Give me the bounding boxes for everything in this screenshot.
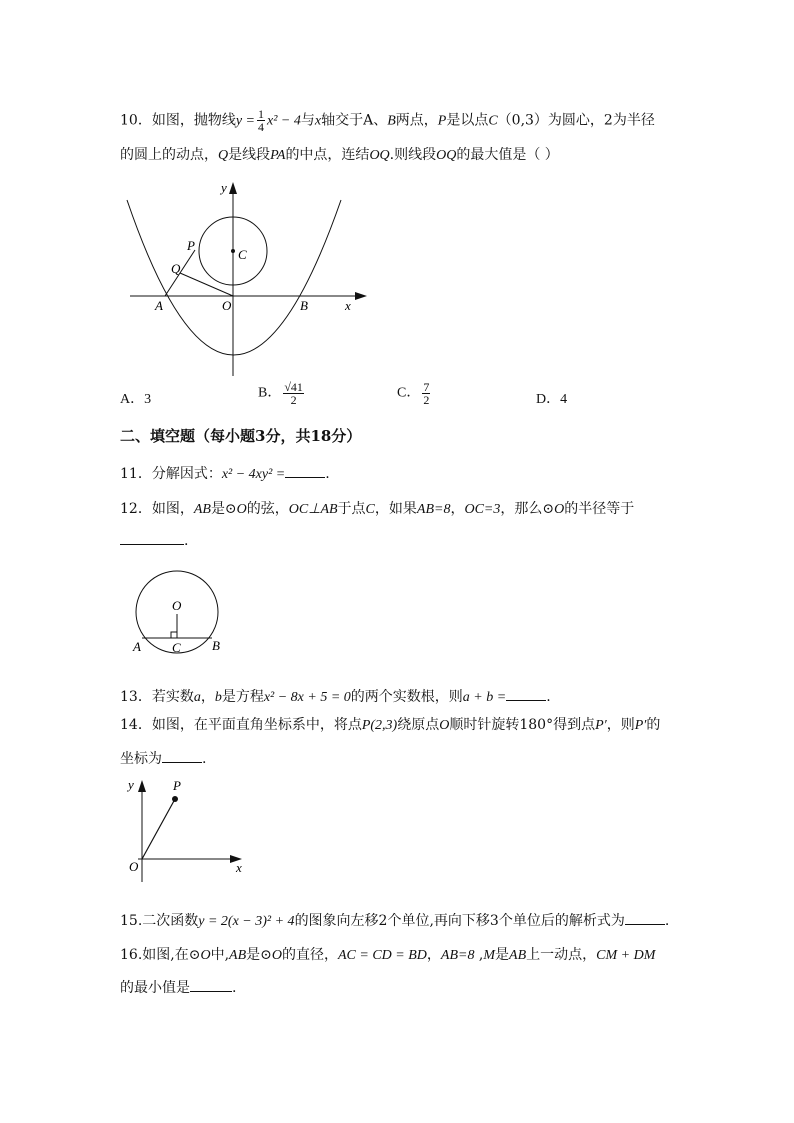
q12-c: 的弦， [246, 501, 289, 517]
q14-c: 顺时针旋转180°得到点 [449, 717, 596, 733]
q11-text: 11．分解因式： [120, 466, 222, 482]
q16-line2 [120, 977, 236, 997]
q15-line [120, 910, 669, 931]
q10-B: B [387, 113, 396, 129]
q11-expr: x² − 4xy² = [221, 467, 286, 482]
q12-line1 [120, 500, 634, 519]
q10-number-text: 10．如图，抛物线 [120, 112, 236, 129]
q10-line2 [120, 146, 559, 165]
q12-O2: O [554, 502, 565, 517]
q16-line1 [120, 946, 655, 965]
q15-expr: y = 2(x − 3)² + 4 [198, 914, 295, 929]
q10-text-4: 两点， [395, 112, 438, 129]
q14-line1 [120, 716, 660, 735]
q12-AB: AB [193, 502, 211, 517]
q12-right-angle-mark [171, 632, 177, 638]
q12-O: O [236, 502, 247, 517]
q10-fig-Q: Q [171, 261, 181, 276]
option-c-fraction [422, 381, 430, 406]
q16-a: 16.如图,在⊙ [120, 947, 201, 963]
q10-l2-PA: PA [270, 148, 286, 163]
q10-option-c[interactable] [397, 381, 432, 406]
q10-fig-P: P [187, 238, 195, 253]
q10-text-2: 与 [300, 112, 315, 129]
q10-l2-OQ: OQ [369, 148, 390, 163]
q12-end: . [184, 533, 189, 549]
q13-c: 的两个实数根，则 [350, 689, 463, 705]
q16-AB: AB [229, 948, 247, 963]
q10-eq-rest: x² − 4 [267, 113, 301, 129]
q12-fig-A: A [133, 639, 141, 654]
q10-fraction [257, 108, 265, 133]
q10-line1 [120, 108, 655, 133]
q13-b: 是方程 [221, 689, 264, 705]
q13-a: 13．若实数 [120, 689, 194, 705]
q13-end: . [546, 689, 551, 705]
q16-h: 上一动点， [526, 947, 597, 963]
q13-line [120, 686, 551, 707]
q16-O: O [200, 948, 211, 963]
q10-l2-t5: 的最大值是（ ） [456, 147, 559, 163]
q10-fig-C: C [238, 247, 247, 262]
q10-y-arrow [229, 182, 237, 194]
q10-fig-x: x [345, 298, 351, 313]
q12-g: 的半径等于 [564, 501, 635, 517]
q15-a: 15.二次函数 [120, 913, 199, 929]
q10-fig-y: y [221, 180, 227, 195]
q10-A: A [363, 112, 374, 129]
q10-frac-den: 4 [258, 120, 264, 134]
q14-fig-y: y [128, 777, 134, 792]
q14-d: ，则 [606, 717, 635, 733]
option-c-den: 2 [423, 393, 430, 407]
q14-fig-x: x [236, 860, 242, 875]
q10-fig-O: O [222, 298, 232, 313]
option-b-label: B． [258, 385, 282, 401]
q12-OC-perp-AB: OC⊥AB [288, 502, 338, 517]
option-b-num: √41 [284, 380, 303, 394]
q14-b: 绕原点 [397, 717, 440, 733]
q10-l2-OQ2: OQ [436, 148, 457, 163]
q10-eq-y: y = [235, 113, 255, 129]
q10-C: C [488, 113, 498, 129]
q12-d: 于点 [337, 501, 366, 517]
q10-fig-B: B [300, 298, 308, 313]
q16-d: 的直径， [282, 947, 338, 963]
q16-AB8: AB=8 [440, 948, 475, 963]
q10-option-a[interactable] [120, 388, 151, 408]
q16-f: , [474, 947, 484, 963]
section-2-title: 二、填空题（每小题3分，共18分） [120, 427, 362, 445]
q16-M: M [483, 948, 496, 963]
q12-f: ，那么⊙ [500, 501, 555, 517]
q10-option-b[interactable] [258, 381, 306, 406]
q13-var-b: b [214, 690, 222, 705]
q11-answer-blank[interactable] [285, 463, 325, 478]
q16-answer-blank[interactable] [190, 977, 232, 992]
q12-fig-O: O [172, 598, 182, 613]
q14-Pp: P′ [595, 718, 607, 733]
q15-b: 的图象向左移2个单位,再向下移3个单位后的解析式为 [294, 913, 625, 929]
q12-figure [128, 568, 238, 660]
q16-O2: O [271, 948, 282, 963]
q14-answer-blank[interactable] [162, 748, 202, 763]
q12-answer-blank[interactable] [120, 530, 184, 545]
q10-sep: 、 [373, 112, 388, 129]
q14-line2 [120, 748, 206, 768]
q12-line2 [120, 530, 188, 550]
q10-option-d[interactable] [536, 388, 567, 408]
option-d-label: D． [536, 392, 561, 407]
q14-a: 14．如图，在平面直角坐标系中，将点 [120, 717, 362, 733]
q14-end: . [202, 751, 207, 767]
option-c-num: 7 [423, 380, 430, 394]
q13-answer-blank[interactable] [506, 686, 546, 701]
q12-AB8: AB=8 [416, 502, 451, 517]
q16-AB2: AB [509, 948, 527, 963]
q13-sum: a + b = [462, 690, 507, 705]
q11-end: . [325, 466, 330, 482]
q10-l2-t1: 的圆上的动点， [120, 147, 218, 163]
option-c-label: C． [397, 385, 421, 401]
q13-var-a: a [193, 690, 201, 705]
q11-line [120, 463, 330, 484]
option-d-value: 4 [560, 392, 568, 407]
q12-fig-C: C [172, 640, 181, 655]
q10-figure [115, 178, 375, 378]
q13-comma: ， [200, 689, 215, 705]
q12-comma: ， [450, 501, 465, 517]
q15-answer-blank[interactable] [625, 910, 665, 925]
q14-fig-O: O [129, 859, 139, 874]
q10-l2-t4: .则线段 [389, 147, 437, 163]
q10-x-arrow [355, 292, 367, 300]
q12-b: 是⊙ [210, 501, 237, 517]
q13-equation: x² − 8x + 5 = 0 [263, 690, 351, 705]
option-b-den: 2 [290, 393, 297, 407]
q10-l2-Q: Q [218, 148, 229, 163]
option-b-fraction [283, 381, 304, 406]
q14-point-p [172, 796, 178, 802]
q16-e: ， [426, 947, 441, 963]
q15-end: . [664, 913, 670, 929]
option-a-label: A． [120, 392, 145, 407]
q14-figure [120, 772, 260, 887]
q16-eq: AC = CD = BD [338, 948, 427, 963]
q16-line2-text: 的最小值是 [120, 980, 190, 996]
q10-P: P [437, 113, 447, 129]
q14-Pp2: P′ [634, 718, 647, 733]
q14-line2-text: 坐标为 [120, 751, 162, 767]
q12-e: ，如果 [374, 501, 417, 517]
q14-P: P(2,3) [361, 718, 398, 733]
q12-a: 12．如图， [120, 501, 194, 517]
q12-C: C [365, 502, 375, 517]
q10-text-6: （0,3）为圆心，2为半径 [497, 112, 655, 129]
q10-text-3: 轴交于 [321, 112, 364, 129]
q10-center-dot [231, 249, 235, 253]
q10-frac-num: 1 [258, 107, 264, 121]
q10-fig-A: A [155, 298, 163, 313]
q12-OC3: OC=3 [464, 502, 501, 517]
q16-g: 是 [495, 947, 510, 963]
q10-text-5: 是以点 [446, 112, 489, 129]
q14-y-arrow [138, 780, 146, 792]
q14-O: O [439, 718, 450, 733]
q16-end: . [232, 980, 237, 996]
q14-segment-op [142, 799, 175, 859]
q10-parabola [127, 200, 341, 355]
q10-l2-t3: 的中点，连结 [285, 147, 370, 163]
q14-fig-P: P [173, 778, 181, 793]
q14-e: 的 [646, 717, 661, 733]
q10-x: x [314, 113, 322, 129]
option-a-value: 3 [144, 392, 152, 407]
q10-l2-t2: 是线段 [228, 147, 271, 163]
q16-c: 是⊙ [246, 947, 272, 963]
q16-b: 中, [210, 947, 230, 963]
q12-fig-B: B [212, 638, 220, 653]
q16-sum: CM + DM [596, 948, 656, 963]
